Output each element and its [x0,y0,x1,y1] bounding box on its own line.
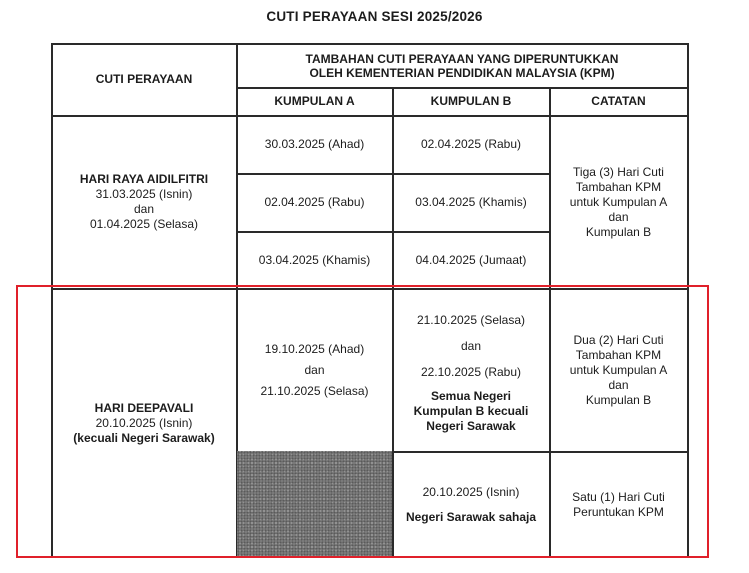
aidilfitri-dan: dan [133,202,155,216]
catatan-line: Satu (1) Hari Cuti [572,489,665,504]
header-tambahan-group [237,44,687,87]
header-group-line2: OLEH KEMENTERIAN PENDIDIKAN MALAYSIA (KPM) [309,65,615,80]
catatan-line: dan [608,209,629,224]
aidilfitri-name-cell [52,116,236,288]
deepavali-a-date1: 19.10.2025 (Ahad) [264,341,365,356]
catatan-line: dan [608,377,629,392]
aidilfitri-date2: 01.04.2025 (Selasa) [89,217,199,231]
deepavali-b-note2: Kumpulan B kecuali [413,403,529,418]
deepavali-b-dan: dan [460,338,482,353]
aidilfitri-a-row1: 30.03.2025 (Ahad) [264,137,365,151]
deepavali-b-note3: Negeri Sarawak [426,418,516,433]
header-cuti-perayaan: CUTI PERAYAAN [95,72,193,86]
catatan-line: Dua (2) Hari Cuti [573,332,664,347]
sarawak-label: Negeri Sarawak sahaja [405,509,537,524]
deepavali-date: 20.10.2025 (Isnin) [95,415,193,430]
deepavali-a-dan: dan [304,362,325,377]
aidilfitri-b-row2: 03.04.2025 (Khamis) [415,195,527,209]
catatan-line: untuk Kumpulan A [569,194,668,209]
aidilfitri-a-row2: 02.04.2025 (Rabu) [264,195,365,209]
header-catatan: CATATAN [591,94,646,108]
deepavali-a-date2: 21.10.2025 (Selasa) [260,383,369,398]
aidilfitri-a-row3: 03.04.2025 (Khamis) [258,252,371,267]
catatan-line: Tambahan KPM [575,347,662,362]
deepavali-b-date2: 22.10.2025 (Rabu) [420,364,522,379]
catatan-line: Tiga (3) Hari Cuti [573,164,664,179]
catatan-line: Tambahan KPM [575,179,662,194]
header-kumpulan-b: KUMPULAN B [430,94,512,108]
deepavali-note: (kecuali Negeri Sarawak) [73,430,215,445]
header-kumpulan-a: KUMPULAN A [274,94,355,108]
header-group-line1: TAMBAHAN CUTI PERAYAAN YANG DIPERUNTUKKAN [305,51,619,66]
page-title: CUTI PERAYAAN SESI 2025/2026 [266,9,483,24]
aidilfitri-b-row3: 04.04.2025 (Jumaat) [415,252,527,267]
deepavali-b-note1: Semua Negeri [430,388,512,403]
catatan-line: Kumpulan B [585,224,652,239]
catatan-line: Kumpulan B [585,392,652,407]
catatan-line: untuk Kumpulan A [569,362,668,377]
red-highlight-box [16,285,709,558]
aidilfitri-catatan [550,116,687,288]
sarawak-date: 20.10.2025 (Isnin) [422,484,520,499]
aidilfitri-name: HARI RAYA AIDILFITRI [79,172,209,186]
deepavali-b-date1: 21.10.2025 (Selasa) [416,312,526,327]
catatan-line: Peruntukan KPM [573,504,664,519]
aidilfitri-b-row1: 02.04.2025 (Rabu) [420,137,522,151]
deepavali-name: HARI DEEPAVALI [94,400,194,415]
aidilfitri-date1: 31.03.2025 (Isnin) [95,187,193,201]
